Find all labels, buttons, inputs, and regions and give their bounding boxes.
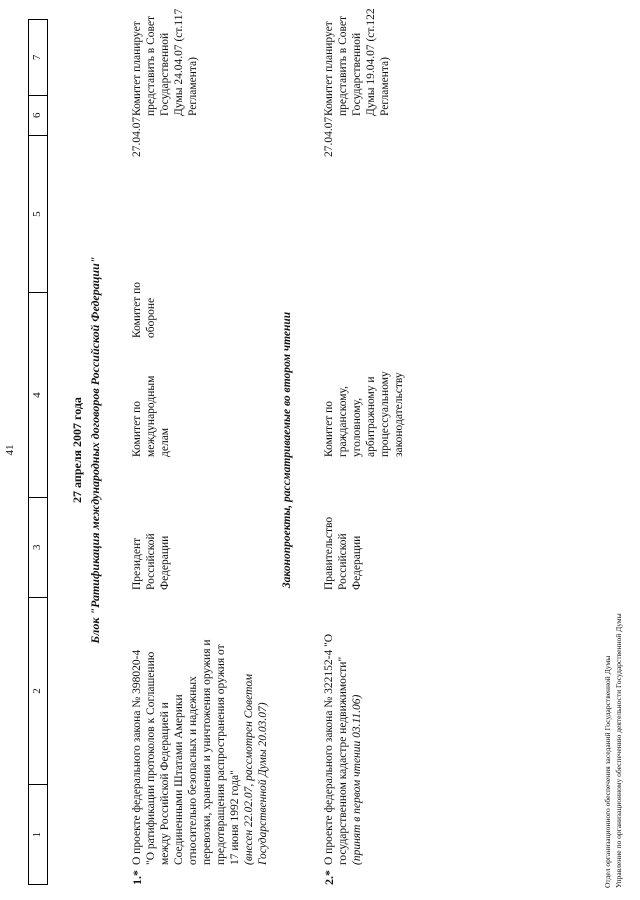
row-1-remark: Комитет планирует представить в Совет Государственной Думы 24.04.07 (ст.117 Регламента) [131,8,200,116]
row-2-date: 27.04.07 [323,116,335,157]
page-number: 41 [4,444,16,456]
row-2-note: (принят в первом чтении 03.11.06) [351,694,364,865]
session-date-heading: 27 апреля 2007 года [70,397,84,503]
block-heading: Блок "Ратификация международных договоров Российской Федерации" [88,256,102,644]
row-2-committee: Комитет по гражданскому, уголовному, арбитражному и процессуальному законодательству [323,371,406,457]
column-header-4: 4 [29,292,47,497]
column-header-3: 3 [29,497,47,597]
footer-line-1: Отдел организационного обеспечения заседаний Государственной Думы [603,655,612,888]
row-2-title-block [322,615,364,865]
row-1-co-committee: Комитет по обороне [131,282,158,338]
row-1-date: 27.04.07 [131,116,143,157]
column-header-6: 6 [29,95,47,135]
column-header-7: 7 [31,54,44,61]
footer-line-2: Управление по организационному обеспечению деятельности Государственной Думы [614,613,623,888]
row-1-committee: Комитет по международным делам [131,375,172,457]
row-2-number: 2.* [322,870,336,885]
row-1-author: Президент Российской Федерации [131,533,172,590]
column-header-5: 5 [29,135,47,293]
row-2-title: О проекте федерального закона № 322152-4 "О государственном кадастре недвижимости" [323,633,350,865]
row-2-remark: Комитет планирует представить в Совет Государственной Думы 19.04.07 (ст.122 Регламента) [323,8,392,116]
row-1-number: 1.* [130,870,144,885]
column-header-2: 2 [29,597,47,785]
section-heading-second-reading: Законопроекты, рассматриваемые во втором чтении [281,311,293,589]
row-2-author: Правительство Российской Федерации [323,516,364,590]
column-header-row [28,19,48,885]
row-1-title: О проекте федерального закона № 398020-4 "О ратификации протоколов к Соглашению между Российской Федерацией и Соединенными Штатами Америки относительно безопасных и надежных перевозки, хранения и уничтожения оружия и предотвращения распространения оружия от 17 июня 1992 года" [131,639,242,865]
column-header-1: 1 [29,784,47,884]
row-1-note: (внесен 22.02.07, рассмотрен Советом Государственной Думы 20.03.07) [243,673,270,865]
row-1-title-block [130,637,270,865]
